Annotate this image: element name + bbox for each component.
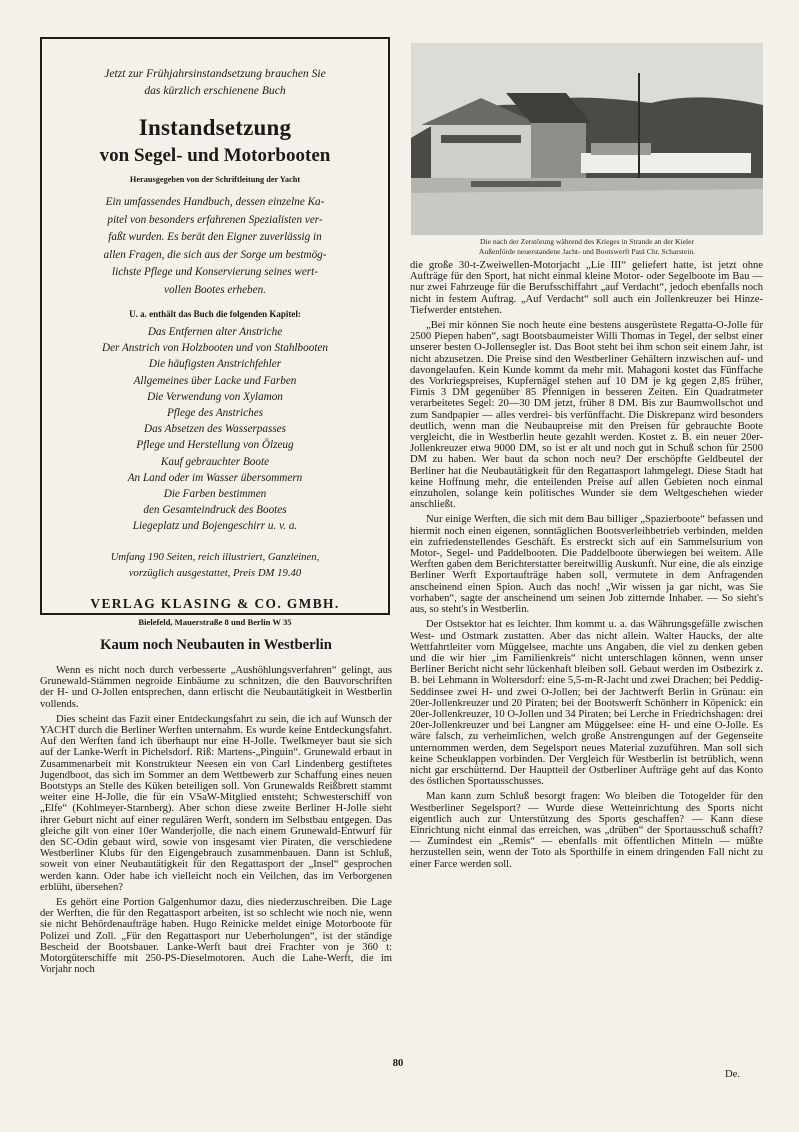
- article-paragraph: Der Ostsektor hat es leichter. Ihm kommt u. a. das Währungsgefälle zwischen West- und Ostmark zustatten. Aber das nicht allein. Walter Haucks, der alte Wettfahrtleiter vom Müggelsee, machte uns Angaben, die viel zu denken geben und die wir hier „im Familienkreis“ nicht unterschlagen können, wenn unser Berliner Bericht nicht sehr lückenhaft bleiben soll. Gebaut werden im Ostbezirk z. B. bei Lehmann in Woltersdorf: eine 5,5-m-R-Jacht und zwei Drachen; bei Peddig-Seddinsee zwei H- und zwei O-Jollen; bei der Jachtwerft Berlin in Grünau: ein 20er-Jollenkreuzer und 20 Piraten; bei der Bootswerft Schönherr in Köpenick: ein 20er-Jollenkreuzer, 10 O-Jollen und 34 Piraten; bei Lerche in Friedrichshagen: drei 20er-Jollenkreuzer und bei Langner am Müggelsee: eine H- und eine O-Jolle. Es wäre falsch, zu verheimlichen, welch große Anstrengungen auf der Gegenseite unternommen werden, dem Segelsport neues Material zuzuführen. Man soll sich keine Scheuklappen vorbinden. Der Vergleich für Westberlin ist betrüblich, wenn nicht gar erschütternd. Der Hauptteil der Ostberliner Aufträge geht auf das Konto des östlichen Sportausschusses.: [410, 619, 763, 788]
- article-paragraph: Dies scheint das Fazit einer Entdeckungsfahrt zu sein, die ich auf Wunsch der YACHT durch die Berliner Werften unternahm. Es wurde keine Entdeckungsfahrt. Auf den Werften fand ich überhaupt nur eine H-Jolle. Twelkmeyer baut sie sich auf der Lanke-Werft in Pichelsdorf. Riß: Martens-„Pinguin“. Grunewald erbaut in Zusammenarbeit mit Konstrukteur Neesen ein von Carl Lindenberg gestiftetes Jugendboot, das sich im Sommer an dem Wettbewerb zur Schaffung eines neuen Bootstyps an Stelle des Küken beteiligen soll. Von Grunewalds Reißbrett stammt weiter eine H-Jolle, die für ein VSaW-Mitglied entsteht; Schwesterschiff von „Elfe“ (Kohlmeyer-Starnberg). Aber schon diese zweite Berliner H-Jolle sieht ihrer Geburt nicht auf einer regulären Werft, sondern im Selbstbau entgegen. Das gleiche gilt von einer 10er Wanderjolle, die nach einem Grunewald-Entwurf für den SC-Odin gebaut wird, sowie von insgesamt vier Piraten, die verschiedene Westberliner Klubs für den Eigengebrauch zusammenbauen. Dann ist Schluß, soweit von einer Neubautätigkeit für den Regattasport der „Insel“ gesprochen werden kann. Oder habe ich vielleicht noch ein Veilchen, das im Verborgenen erblüht, übersehen?: [40, 713, 392, 893]
- ad-intro: Jetzt zur Frühjahrsinstandsetzung brauchen Sie das kürzlich erschienene Buch: [104, 67, 326, 97]
- article-paragraph: Man kann zum Schluß besorgt fragen: Wo bleiben die Totogelder für den Westberliner Segelsport? — Wurde diese Wetteinrichtung des Sports nicht eigentlich auch zur Unterstützung des Sports geschaffen? — Kann diese Einrichtung nicht einmal das erreichen, was „drüben“ der Sportausschuß schafft? — Zumindest ein „Remis“ — ebenfalls mit öffentlichen Mitteln — müßte herzustellen sein, wenn der Toto als Sporthilfe in einem dringenden Fall nicht zu einer Farce werden soll.: [410, 791, 763, 870]
- article-paragraph: Nur einige Werften, die sich mit dem Bau billiger „Spazierboote“ befassen und hiermit noch einen eigenen, sonntäglichen Bootsverleihbetrieb verbinden, melden ein zufriedenstellendes Geschäft. Es erstreckt sich auf ein Sammelsurium von Motor-, Segel- und Paddelbooten. Die Paddelboote überwiegen bei weitem. Alle Werften gaben dem Berichterstatter bereitwillig Auskunft. Nur eine, die als einzige Berliner Werft Exportaufträge haben soll, vermutete in dem Anfragenden anscheinend einen Spion. Auch das noch! „Wir wissen ja gar nicht, was Sie vorhaben“, sagte der anscheinend um seinen Job zitternde Inhaber. — So sieht's aus, so steht's in Westberlin.: [410, 514, 763, 616]
- article-title: Kaum noch Neubauten in Westberlin: [100, 637, 332, 653]
- ad-chapter-item: An Land oder im Wasser übersommern: [127, 471, 303, 484]
- shipyard-photo-image: [411, 43, 763, 235]
- ad-chapter-item: Das Absetzen des Wasserpasses: [143, 423, 287, 436]
- ad-chapter-item: Die Farben bestimmen: [163, 488, 267, 501]
- article-paragraph: „Bei mir können Sie noch heute eine bestens ausgerüstete Regatta-O-Jolle für 2500 Piepen haben“, sagt Bootsbaumeister Willi Thomas in Tegel, der selbst einer unserer besten O-Jollensegler ist. Das Boot steht bei ihm schon seit einem Jahr, ist nicht abzusetzen. Die Preise sind den Westberliner Gehältern inzwischen auf- und davongelaufen. Kein Kunde kommt da mehr mit. Mahagoni kostet das Fünffache des Vorkriegspreises, Kupfernägel stehen auf 10 DM je kg gegen 2,85 früher, Firnis 3 DM gegenüber 85 Pfennigen in besseren Zeiten. Ein Quadratmeter verarbeitetes Segel: 20—30 DM jetzt, früher 8 DM. Bis zur Baumwollschot und zum Sandpapier — alles verdrei- bis verfünffacht. Die Diskrepanz wird besonders deutlich, wenn man die Neubaupreise mit den Preisen für gebrauchte Boote vergleicht, die in Westberlin heute gezahlt werden. Kostet z. B. ein neuer 20er-Jollenkreuzer etwa 9000 DM, so ist er alt und noch gut in Schuß schon für 2500 DM zu haben. Wer baut da schon noch neu? Der erschöpfte Geldbeutel der Berliner hat die Neubautätigkeit für den Regattasport lahmgelegt. Diese Stadt hat keine Hoffnung mehr, die enteilenden Preise auf allen Gebieten noch einmal einzuholen, solange kein politisches Wunder sie dem Weltgeschehen wieder anschließt.: [410, 320, 763, 511]
- ad-chapter-item: Liegeplatz und Bojengeschirr u. v. a.: [132, 520, 298, 533]
- ad-editor-line: Herausgegeben von der Schriftleitung der Yacht: [129, 175, 301, 184]
- ad-chapter-item: Allgemeines über Lacke und Farben: [133, 374, 297, 387]
- ad-publisher-address: Bielefeld, Mauerstraße 8 und Berlin W 35: [138, 616, 292, 627]
- ad-chapter-item: den Gesamteindruck des Bootes: [143, 504, 287, 517]
- article-paragraph: Wenn es nicht noch durch verbesserte „Aushöhlungsverfahren“ gelingt, aus Grunewald-Stämmen negroide Einbäume zu schnitzen, die den Bauvorschriften der H- und O-Jollen entsprechen, dann erlischt die Neubautätigkeit in Westberlin vollends.: [40, 665, 392, 710]
- shipyard-photo: [411, 43, 763, 235]
- ad-chapter-item: Die häufigsten Anstrichfehler: [148, 358, 282, 371]
- article-column-right: [410, 260, 763, 874]
- ad-chapter-item: Pflege und Herstellung von Ölzeug: [136, 439, 294, 452]
- ad-extent-price: Umfang 190 Seiten, reich illustriert, Ganzleinen, vorzüglich ausgestattet, Preis DM 19.40: [110, 550, 320, 580]
- ad-chapter-item: Kauf gebrauchter Boote: [160, 455, 270, 468]
- ad-publisher: VERLAG KLASING & CO. GMBH.: [90, 595, 340, 611]
- ad-book-subtitle: von Segel- und Motorbooten: [99, 145, 331, 166]
- page-number: 80: [392, 1058, 404, 1069]
- article-column-left: [40, 665, 392, 979]
- author-signature: De.: [725, 1069, 741, 1080]
- ad-chapter-item: Der Anstrich von Holzbooten und von Stahlbooten: [101, 342, 328, 355]
- article-paragraph: Es gehört eine Portion Galgenhumor dazu, dies niederzuschreiben. Die Lage der Werften, die für den Regattasport arbeiten, ist so schlecht wie noch nie, wenn sie nicht Behördenaufträge haben. Hugo Reinicke meldet einige Motorboote für Polizei und Zoll. „Für den Regattasport nur Ueberholungen“, ist der ständige Bescheid der Bootsbauer. Lanke-Werft baut drei Frachter von je 360 t: Motorgüterschiffe mit 250-PS-Dieselmotoren. Auch die Lahe-Werft, die im Vorjahr noch: [40, 897, 392, 976]
- ad-chapters-heading: U. a. enthält das Buch die folgenden Kapitel:: [129, 309, 301, 319]
- article-paragraph: die große 30-t-Zweiwellen-Motorjacht „Lie III“ geliefert hatte, ist jetzt ohne Aufträge für den Sport, hat nicht einmal kleine Motor- oder Segelboote im Bau — nur zwei Fahrzeuge für die Berufsschiffahrt „auf Verdacht“, jedoch ebenfalls noch nicht in festem Auftrag. „Auf Verdacht“ soll auch ein Jollenkreuzer bei Hinze-Tiefwerder entstehen.: [410, 260, 763, 316]
- ad-description: Ein umfassendes Handbuch, dessen einzelne Ka- pitel von besonders erfahrenen Spezialisten ver- faßt wurden. Es berät den Eigner zuverlässig in allen Fragen, die sich aus der Sorge um bestmög- lichste Pflege und Konservierung seines wert- vollen Bootes erheben.: [103, 196, 327, 296]
- photo-caption: Die nach der Zerstörung während des Krieges in Strande an der Kieler Außenförde neuerstandene Jacht- und Bootswerft Paul Chr. Scharstein.: [478, 237, 696, 256]
- ad-chapter-item: Pflege des Anstriches: [166, 407, 264, 420]
- book-advertisement: [40, 37, 390, 627]
- ad-chapter-list: [56, 324, 374, 535]
- ad-chapter-item: Die Verwendung von Xylamon: [147, 390, 283, 403]
- ad-chapter-item: Das Entfernen alter Anstriche: [147, 326, 283, 338]
- ad-book-title: Instandsetzung: [138, 115, 292, 140]
